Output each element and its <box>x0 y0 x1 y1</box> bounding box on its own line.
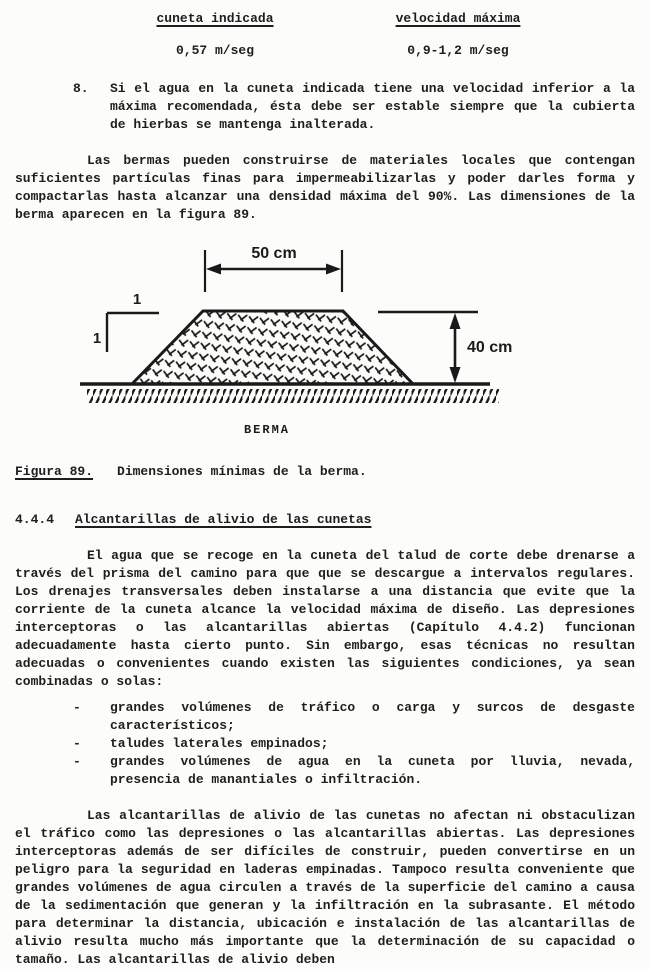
list-item-text: grandes volúmenes de tráfico o carga y surcos de desgaste característicos; <box>110 700 635 733</box>
ground-hatching <box>87 389 499 403</box>
berma-trapezoid <box>132 311 413 384</box>
slope-indicator <box>93 291 159 352</box>
dimension-top-width <box>205 245 342 292</box>
figure-89-berma-diagram <box>15 236 635 441</box>
figure-caption-ref: Figura 89. <box>15 464 94 479</box>
figure-caption <box>15 463 635 481</box>
dash-marker: - <box>73 736 81 751</box>
arrowhead-up-icon <box>450 313 461 329</box>
arrowhead-left-icon <box>206 264 221 275</box>
list-item <box>73 753 635 789</box>
value-velocidad-maxima: 0,9-1,2 m/seg <box>407 43 509 58</box>
section-number: 4.4.4 <box>15 512 55 527</box>
value-cuneta-indicada: 0,57 m/seg <box>175 43 254 58</box>
paragraph-alcantarillas-alivio: Las alcantarillas de alivio de las cunetas no afectan ni obstaculizan el tráfico como las depresiones o las alcantarillas abiertas. Las depresiones interceptoras además de ser difíciles de construir, pueden convertirse en un peligro para la seguridad en laderas empinadas. Tampoco resulta conveniente que grandes volúmenes de agua circulen a través de la superficie del camino a causa de la sedimentación que generan y la infiltración en la subrasante. El método para determinar la distancia, ubicación e instalación de las alcantarillas de alivio resulta mucho más importante que la determinación de su capacidad o tamaño. Las alcantarillas de alivio deben <box>15 808 635 967</box>
list-item <box>73 735 635 753</box>
arrowhead-down-icon <box>450 367 461 383</box>
col-header-cuneta-indicada: cuneta indicada <box>156 11 274 26</box>
paragraph-bermas: Las bermas pueden construirse de materiales locales que contengan suficientes partículas finas para impermeabilizarlas y poder darles forma y compactarlas hasta alcanzar una densidad máxima del 90%. Las dimensiones de la berma aparecen en la figura 89. <box>15 153 635 222</box>
arrowhead-right-icon <box>326 264 341 275</box>
paragraph-drenaje: El agua que se recoge en la cuneta del talud de corte debe drenarse a través del prisma del camino para que que se descargue a intervalos regulares. Los drenajes transversales deben instalarse a una distancia que evite que la corriente de la cuneta alcance la velocidad máxima de diseño. Las depresiones interceptoras o las alcantarillas abiertas (Capítulo 4.4.2) funcionan adecuadamente hasta cierto punto. Sin embargo, esas técnicas no resultan adecuadas o convenientes cuando existen las siguientes condiciones, ya sean combinadas o solas: <box>15 548 635 689</box>
section-title: Alcantarillas de alivio de las cunetas <box>75 512 372 527</box>
list-item-text: grandes volúmenes de agua en la cuneta por lluvia, nevada, presencia de manantiales o infiltración. <box>110 754 635 787</box>
measure-headers <box>15 10 635 28</box>
dim-height-label: 40 cm <box>467 339 513 356</box>
condition-list <box>15 699 635 789</box>
item-text: Si el agua en la cuneta indicada tiene una velocidad inferior a la máxima recomendada, ésta debe ser estable siempre que la cubierta de hierbas se mantenga inalterada. <box>110 81 635 132</box>
dash-marker: - <box>73 754 81 769</box>
list-item <box>73 699 635 735</box>
berma-label: BERMA <box>243 423 291 437</box>
item-number: 8. <box>73 81 89 96</box>
figure-caption-text: Dimensiones mínimas de la berma. <box>117 464 367 479</box>
berma-diagram-svg <box>15 236 635 441</box>
numbered-item-8 <box>15 80 635 134</box>
measure-values <box>15 42 635 60</box>
list-item-text: taludes laterales empinados; <box>110 736 329 751</box>
dash-marker: - <box>73 700 81 715</box>
section-heading <box>15 511 635 529</box>
slope-rise-label: 1 <box>92 330 102 347</box>
slope-run-label: 1 <box>132 291 142 308</box>
dim-top-label: 50 cm <box>251 245 297 262</box>
col-header-velocidad-maxima: velocidad máxima <box>395 11 521 26</box>
